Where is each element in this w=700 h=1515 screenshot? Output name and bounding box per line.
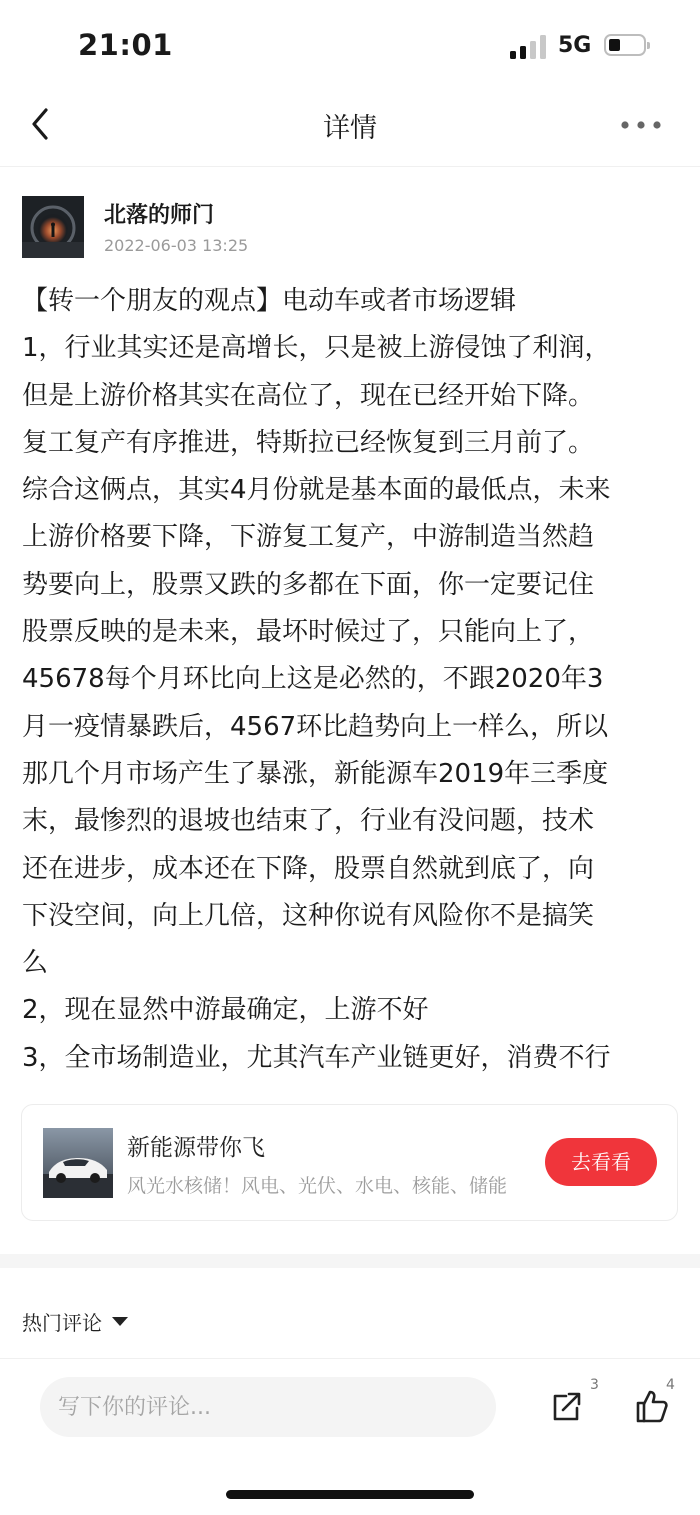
post-line: 3，全市场制造业，尤其汽车产业链更好，消费不行 xyxy=(22,1042,611,1073)
post-line: 2，现在显然中游最确定，上游不好 xyxy=(22,995,429,1026)
post-line: 还在进步，成本还在下降，股票自然就到底了，向 xyxy=(22,853,595,884)
more-button[interactable] xyxy=(618,110,664,140)
post-line: 下没空间，向上几倍，这种你说有风险你不是搞笑 xyxy=(22,900,595,931)
promo-title: 新能源带你飞 xyxy=(127,1135,265,1161)
battery-icon xyxy=(604,34,646,56)
post-line: 1，行业其实还是高增长，只是被上游侵蚀了利润， xyxy=(22,333,611,364)
post-line: 月一疫情暴跌后，4567环比趋势向上一样么，所以 xyxy=(22,711,609,742)
more-dots-icon xyxy=(618,110,664,140)
comment-input[interactable] xyxy=(40,1377,496,1437)
hot-comments-sort[interactable] xyxy=(22,1307,128,1336)
post-line: 45678每个月环比向上这是必然的，不跟2020年3 xyxy=(22,664,604,695)
promo-subtitle: 风光水核储！风电、光伏、水电、核能、储能 xyxy=(127,1175,508,1197)
post-line: 那几个月市场产生了暴涨，新能源车2019年三季度 xyxy=(22,758,609,789)
post-author xyxy=(22,196,682,262)
post-line: 上游价格要下降，下游复工复产，中游制造当然趋 xyxy=(22,522,595,553)
view-button[interactable]: 去看看 xyxy=(545,1138,657,1186)
post-line: 末，最惨烈的退坡也结束了，行业有没问题，技术 xyxy=(22,806,595,837)
home-indicator xyxy=(226,1490,474,1499)
post-line: 势要向上，股票又跌的多都在下面，你一定要记住 xyxy=(22,569,595,600)
promo-thumbnail xyxy=(43,1128,113,1198)
status-time: 21:01 xyxy=(78,28,173,62)
status-bar xyxy=(0,0,700,92)
post-line: 复工复产有序推进，特斯拉已经恢复到三月前了。 xyxy=(22,427,595,458)
thumbs-up-icon xyxy=(634,1387,670,1425)
page-title: 详情 xyxy=(323,113,377,144)
author-name[interactable]: 北落的师门 xyxy=(104,203,215,228)
comments-header-label: 热门评论 xyxy=(22,1311,102,1335)
post-line: 么 xyxy=(22,948,49,979)
section-divider xyxy=(0,1254,700,1268)
signal-icon xyxy=(510,35,546,59)
promo-card[interactable] xyxy=(21,1104,678,1221)
nav-bar xyxy=(0,92,700,167)
share-count: 3 xyxy=(590,1377,599,1393)
like-count: 4 xyxy=(666,1377,675,1393)
network-label: 5G xyxy=(558,33,592,58)
post-line: 但是上游价格其实在高位了，现在已经开始下降。 xyxy=(22,380,595,411)
caret-down-icon xyxy=(112,1317,128,1326)
like-button[interactable] xyxy=(634,1387,670,1425)
post-line: 综合这俩点，其实4月份就是基本面的最低点，未来 xyxy=(22,475,611,506)
share-button[interactable] xyxy=(548,1389,584,1425)
share-icon xyxy=(548,1389,584,1425)
post-line: 股票反映的是未来，最坏时候过了，只能向上了， xyxy=(22,617,595,648)
avatar[interactable] xyxy=(22,196,84,258)
bottom-bar xyxy=(0,1359,700,1515)
post-line: 【转一个朋友的观点】电动车或者市场逻辑 xyxy=(22,286,517,316)
post-content xyxy=(22,278,692,1082)
post-date: 2022-06-03 13:25 xyxy=(104,236,249,255)
